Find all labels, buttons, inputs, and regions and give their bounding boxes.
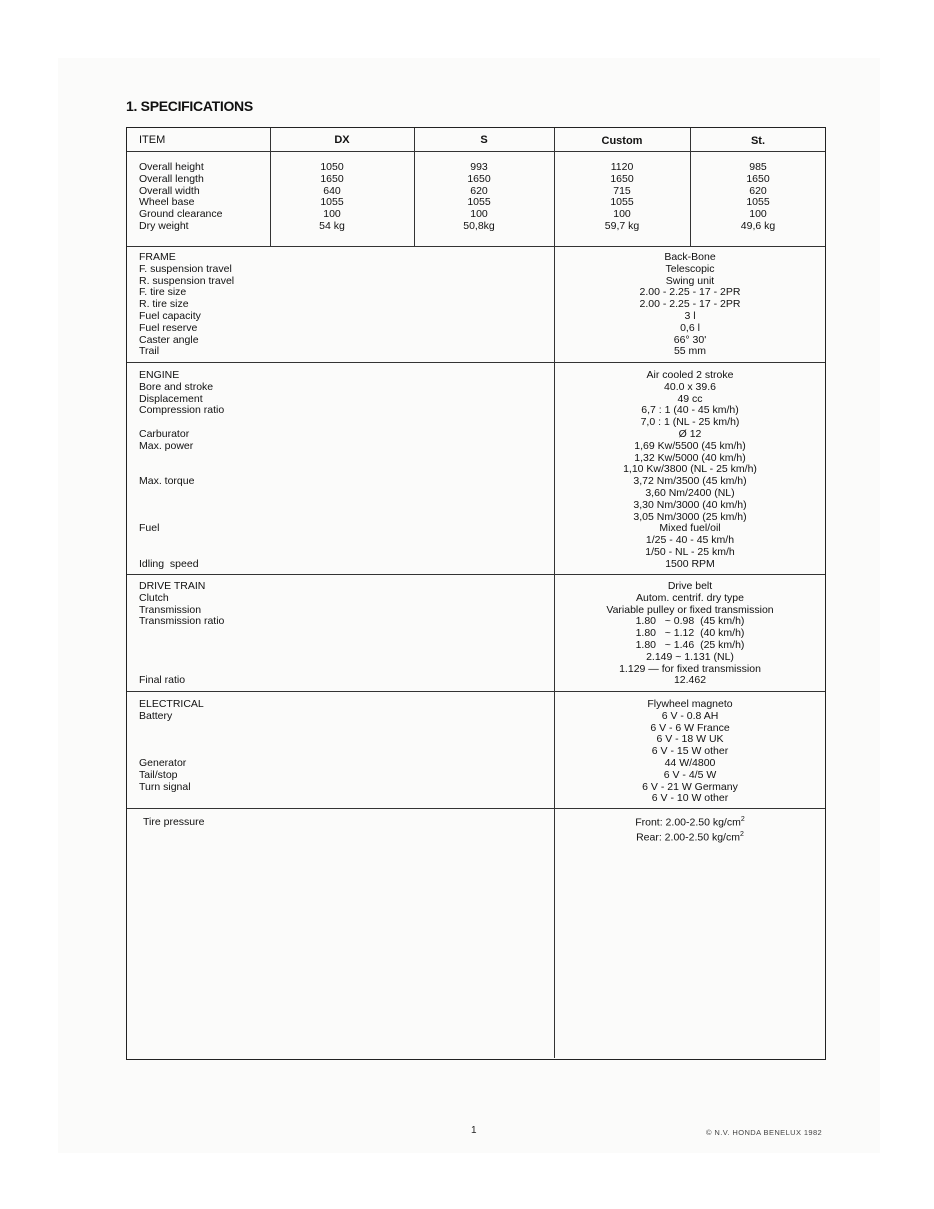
value: 3,60 Nm/2400 (NL) [645, 486, 735, 499]
tire-rear-text: Rear: 2.00-2.50 kg/cm [636, 831, 740, 844]
label: Max. torque [139, 475, 195, 488]
st-values [705, 162, 811, 233]
label: Overall height [139, 161, 204, 173]
value: 620 [470, 184, 488, 197]
label: Transmission ratio [139, 615, 225, 628]
value: 1/50 - NL - 25 km/h [645, 545, 735, 558]
label: Idling speed [139, 557, 199, 570]
label: Compression ratio [139, 404, 225, 417]
header-st: St. [750, 135, 766, 147]
value: 44 W/4800 [664, 756, 716, 769]
label [139, 535, 224, 547]
value: 3,72 Nm/3500 (45 km/h) [633, 475, 747, 488]
row-divider [127, 808, 825, 809]
value: Air cooled 2 stroke [646, 369, 734, 381]
value: Flywheel magneto [647, 698, 733, 710]
label: Fuel reserve [139, 321, 198, 334]
value: 100 [470, 208, 488, 221]
value: 1055 [610, 196, 634, 209]
value: 1500 RPM [665, 557, 715, 570]
label [139, 628, 224, 640]
label: Final ratio [139, 674, 186, 687]
section-heading: DRIVE TRAIN [139, 580, 206, 592]
value: 1.80 ~ 1.12 (40 km/h) [635, 627, 745, 640]
frame-labels [139, 252, 234, 358]
section-heading: ELECTRICAL [139, 698, 204, 710]
value: Variable pulley or fixed transmission [606, 603, 774, 616]
label: Generator [139, 756, 187, 769]
label: Tail/stop [139, 768, 178, 781]
electrical-values [554, 699, 826, 805]
label [139, 640, 224, 652]
label [139, 723, 204, 735]
frame-values [554, 252, 826, 358]
value: 1055 [467, 196, 491, 209]
header-dx: DX [334, 134, 350, 146]
value: 100 [613, 208, 631, 221]
row-divider [127, 362, 825, 363]
label [139, 453, 224, 465]
value: 6 V - 6 W France [650, 721, 730, 734]
row-divider [127, 691, 825, 692]
label: F. suspension travel [139, 262, 232, 275]
value: 1650 [610, 172, 634, 185]
label: F. tire size [139, 286, 187, 299]
page-title: 1. SPECIFICATIONS [126, 98, 253, 114]
value: 3 l [684, 309, 696, 322]
value: 1.80 ~ 1.46 (25 km/h) [635, 638, 745, 651]
label [139, 652, 224, 664]
value: 1050 [320, 161, 344, 173]
label: Carburator [139, 427, 190, 440]
specifications-table [126, 127, 826, 1060]
value: 6 V - 10 W other [651, 792, 729, 805]
label: Trail [139, 345, 160, 358]
label: Bore and stroke [139, 380, 214, 393]
value: 1,10 Kw/3800 (NL - 25 km/h) [623, 463, 757, 476]
label: Ground clearance [139, 208, 223, 221]
copyright-notice: © N.V. HONDA BENELUX 1982 [706, 1128, 823, 1137]
value: 7,0 : 1 (NL - 25 km/h) [640, 416, 740, 429]
tire-front [554, 814, 826, 829]
value: 6,7 : 1 (40 - 45 km/h) [641, 404, 739, 417]
value: Autom. centrif. dry type [636, 591, 744, 604]
value: Ø 12 [678, 427, 702, 440]
value: 640 [323, 184, 341, 197]
label: Max. power [139, 439, 194, 452]
tire-rear [554, 829, 826, 844]
value: 6 V - 4/5 W [663, 768, 717, 781]
tire-front-text: Front: 2.00-2.50 kg/cm [635, 816, 741, 829]
label: Transmission [139, 603, 202, 616]
value: Back-Bone [664, 251, 716, 263]
value: 1055 [746, 196, 770, 209]
label: Wheel base [139, 196, 195, 209]
value: 1055 [320, 196, 344, 209]
label: Fuel [139, 522, 160, 535]
section-heading: ENGINE [139, 369, 180, 381]
header-s: S [480, 134, 488, 146]
value: 1,32 Kw/5000 (40 km/h) [634, 451, 746, 464]
value: 100 [323, 208, 341, 221]
label: Overall length [139, 172, 204, 185]
value: Swing unit [665, 274, 715, 287]
label [139, 488, 224, 500]
value: 40.0 x 39.6 [664, 380, 716, 393]
dimension-labels [139, 162, 222, 233]
value: 2.00 - 2.25 - 17 - 2PR [639, 298, 741, 311]
value: 2.00 - 2.25 - 17 - 2PR [639, 286, 741, 299]
label [139, 500, 224, 512]
page-number: 1 [471, 1125, 477, 1136]
value: Telescopic [665, 262, 715, 275]
value: 1,69 Kw/5500 (45 km/h) [634, 439, 746, 452]
value: 1650 [320, 172, 344, 185]
value: 0,6 l [680, 321, 700, 334]
value: 100 [749, 208, 767, 221]
tire-pressure-label: Tire pressure [143, 816, 205, 828]
engine-values [554, 370, 826, 571]
label: Battery [139, 709, 173, 722]
value: 620 [749, 184, 767, 197]
row-divider [127, 246, 825, 247]
label: Fuel capacity [139, 309, 201, 322]
s-values [424, 162, 534, 233]
value: Mixed fuel/oil [659, 522, 721, 535]
value: 715 [613, 184, 631, 197]
value: 54 kg [319, 219, 345, 232]
header-divider [127, 151, 825, 152]
dx-values [270, 162, 394, 233]
value: Drive belt [667, 580, 713, 592]
value: 6 V - 18 W UK [656, 733, 724, 746]
value: 1650 [467, 172, 491, 185]
tire-pressure-values [554, 814, 826, 845]
label: Dry weight [139, 219, 189, 232]
label: Overall width [139, 184, 200, 197]
drive-train-values [554, 581, 826, 687]
value: 993 [470, 161, 488, 173]
engine-labels [139, 370, 224, 571]
value: 12.462 [673, 674, 707, 687]
custom-values [559, 162, 685, 233]
header-custom: Custom [601, 135, 643, 147]
value: 59,7 kg [604, 219, 640, 232]
value: 49 cc [677, 392, 703, 405]
value: 6 V - 0.8 AH [661, 709, 719, 722]
label: Displacement [139, 392, 203, 405]
value: 3,05 Nm/3000 (25 km/h) [633, 510, 747, 523]
label: Caster angle [139, 333, 199, 346]
drive-train-labels [139, 581, 224, 687]
label: R. suspension travel [139, 274, 235, 287]
value: 1.129 — for fixed transmission [619, 662, 761, 675]
value: 6 V - 21 W Germany [642, 780, 738, 793]
value: 66° 30' [673, 333, 707, 346]
superscript: 2 [739, 831, 744, 839]
electrical-labels [139, 699, 204, 793]
value: 1120 [610, 161, 634, 173]
section-heading: FRAME [139, 251, 176, 263]
value: 1.80 ~ 0.98 (45 km/h) [635, 615, 745, 628]
value: 985 [749, 161, 767, 173]
label: Turn signal [139, 780, 191, 793]
value: 55 mm [673, 345, 707, 358]
value: 2.149 ~ 1.131 (NL) [646, 650, 734, 663]
label: Clutch [139, 591, 169, 604]
value: 1/25 - 40 - 45 km/h [645, 534, 735, 547]
value: 6 V - 15 W other [651, 745, 729, 758]
value: 3,30 Nm/3000 (40 km/h) [633, 498, 747, 511]
label: R. tire size [139, 298, 189, 311]
value: 1650 [746, 172, 770, 185]
value: 49,6 kg [740, 219, 776, 232]
row-divider [127, 574, 825, 575]
value: 50,8kg [463, 219, 495, 232]
header-item: ITEM [139, 134, 166, 146]
label [139, 734, 204, 746]
superscript: 2 [740, 816, 745, 823]
